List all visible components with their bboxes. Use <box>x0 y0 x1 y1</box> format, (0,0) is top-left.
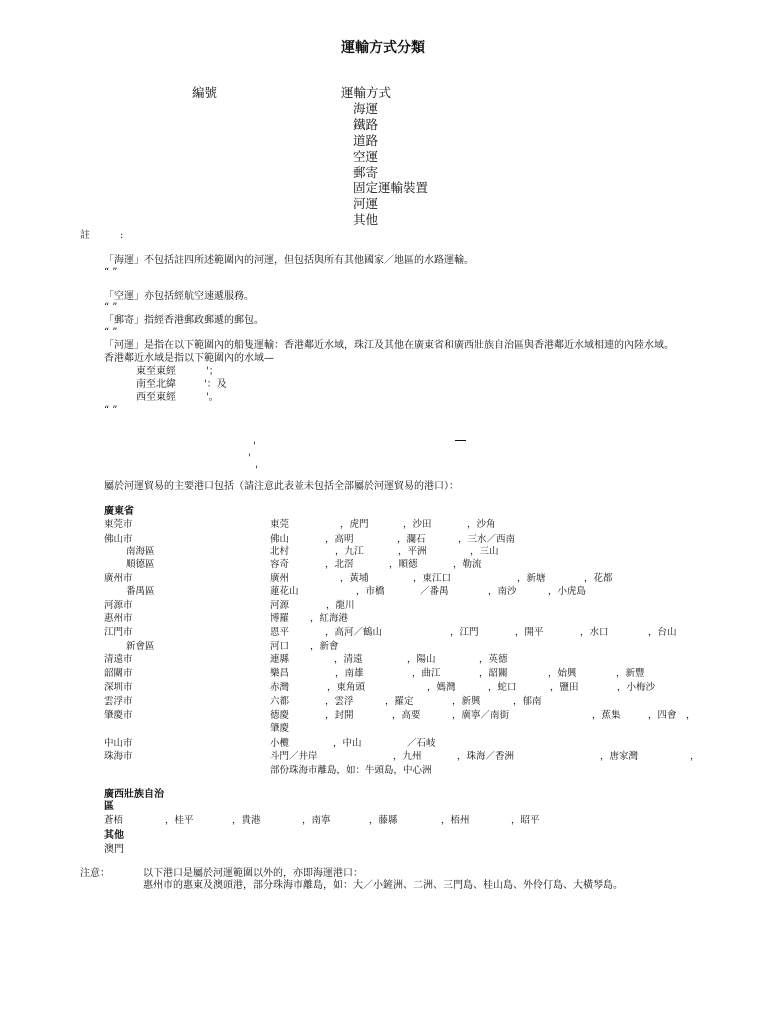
port-name: ／番禺 <box>420 586 449 597</box>
bound-label: 西至東經 <box>136 392 176 403</box>
port-name: ，昭平 <box>511 815 540 826</box>
port-name: ，媽灣 <box>427 682 456 693</box>
port-name: ，新興 <box>452 696 481 707</box>
section-heading-other: 其他 <box>104 830 124 841</box>
stray-mark: ' <box>255 465 258 476</box>
footnote-line: 惠州市的惠東及澳頭港，部分珠海市離島，如：大／小鏟洲、二洲、三門島、桂山島、外伶仃島、大橫琴島。 <box>143 880 623 891</box>
port-name: 恩平 <box>270 627 290 638</box>
note-quote: “ ” <box>104 327 118 338</box>
port-name: ，梧州 <box>441 815 470 826</box>
port-name: ，唐家灣 <box>600 751 639 762</box>
port-name: 佛山 <box>270 534 290 545</box>
port-name: ， <box>686 710 696 721</box>
section-heading-guangdong: 廣東省 <box>104 506 134 517</box>
city-name: 東莞市 <box>104 519 133 530</box>
city-name: 惠州市 <box>104 613 133 624</box>
port-name: 東莞 <box>270 519 290 530</box>
port-name: ，虎門 <box>340 519 369 530</box>
port-name: ，黃埔 <box>340 573 369 584</box>
notes-colon: : <box>120 230 124 241</box>
other-item: 澳門 <box>104 844 124 855</box>
mode-item: 固定運輸裝置 <box>353 180 429 195</box>
bound-label: 南至北緯 <box>136 379 176 390</box>
port-name: ，紅海港 <box>310 613 349 624</box>
city-name: 順德區 <box>126 559 155 570</box>
mode-item: 海運 <box>353 101 379 116</box>
stray-mark: ' <box>253 441 256 452</box>
mode-item: 其他 <box>353 212 379 227</box>
note-quote: “ ” <box>104 267 118 278</box>
port-name: 樂昌 <box>270 668 290 679</box>
column-header-mode: 運輸方式 <box>341 85 392 100</box>
port-name: ，封開 <box>325 710 354 721</box>
divider <box>455 440 466 441</box>
port-name: ，郁南 <box>513 696 542 707</box>
city-name: 南海區 <box>126 546 155 557</box>
footnote-line: 以下港口是屬於河運範圍以外的，亦即海運港口： <box>143 868 363 879</box>
port-name: ，蛇口 <box>488 682 517 693</box>
port-name: ，珠海／香洲 <box>457 751 515 762</box>
port-name: 蒼梧 <box>104 815 124 826</box>
port-name: ，新會 <box>310 641 339 652</box>
port-name: ，開平 <box>515 627 544 638</box>
port-name: ，九江 <box>335 546 364 557</box>
port-name: ，新豐 <box>616 668 645 679</box>
note-quote: “ ” <box>104 405 118 416</box>
port-name: 部份珠海市離島，如：牛頭島，中心洲 <box>270 765 432 776</box>
city-name: 肇慶市 <box>104 710 133 721</box>
port-name: ，貴港 <box>232 815 261 826</box>
port-name: ，東角頭 <box>327 682 366 693</box>
city-name: 中山市 <box>104 738 133 749</box>
city-name: 深圳市 <box>104 682 133 693</box>
port-name: ，四會 <box>648 710 677 721</box>
port-name: ／石岐 <box>407 738 436 749</box>
port-name: ，龍川 <box>326 600 355 611</box>
mode-item: 河運 <box>353 196 379 211</box>
port-name: ， <box>690 751 700 762</box>
port-name: 六都 <box>270 696 290 707</box>
port-name: 河源 <box>270 600 290 611</box>
city-name: 韶關市 <box>104 668 133 679</box>
port-name: 廣州 <box>270 573 290 584</box>
port-name: 蓮花山 <box>270 586 299 597</box>
port-name: ，三水／西南 <box>458 534 516 545</box>
port-name: ，小梅沙 <box>617 682 656 693</box>
port-name: ，雲浮 <box>325 696 354 707</box>
notes-label: 註 <box>80 230 90 241</box>
city-name: 佛山市 <box>104 534 133 545</box>
port-name: ，鹽田 <box>550 682 579 693</box>
port-name: 斗門／井岸 <box>270 751 318 762</box>
section-heading-guangxi-cont: 區 <box>104 801 114 812</box>
port-name: ，桂平 <box>165 815 194 826</box>
port-name: 赤灣 <box>270 682 290 693</box>
port-name: ，蕉集 <box>592 710 621 721</box>
city-name: 珠海市 <box>104 751 133 762</box>
port-name: ，九州 <box>393 751 422 762</box>
port-name: 肇慶 <box>270 723 290 734</box>
city-name: 清遠市 <box>104 654 133 665</box>
note-river: 「河運」是指在以下範圍內的船隻運輸：香港鄰近水域，珠江及其他在廣東省和廣西壯族自治區與香港鄰近水域相連的內陸水域。 <box>104 340 674 351</box>
port-name: ，韶關 <box>479 668 508 679</box>
port-name: ，藤縣 <box>369 815 398 826</box>
port-name: ，英德 <box>479 654 508 665</box>
port-name: 容奇 <box>270 559 290 570</box>
port-name: ，廣寧／南街 <box>452 710 510 721</box>
bound-punct: '； <box>206 366 219 377</box>
page-title: 運輸方式分類 <box>341 40 425 56</box>
city-name: 雲浮市 <box>104 696 133 707</box>
port-name: ，南寧 <box>302 815 331 826</box>
port-name: ，市橋 <box>356 586 385 597</box>
bound-label: 東至東經 <box>136 366 176 377</box>
port-name: ，高明 <box>325 534 354 545</box>
ports-intro: 屬於河運貿易的主要港口包括（請注意此表並未包括全部屬於河運貿易的港口）： <box>104 481 459 492</box>
mode-item: 空運 <box>353 149 379 164</box>
city-name: 新會區 <box>126 641 155 652</box>
port-name: ，北滘 <box>325 559 354 570</box>
note-waters-intro: 香港鄰近水域是指以下範圍內的水域— <box>104 353 274 364</box>
port-name: ，順德 <box>389 559 418 570</box>
port-name: ，高要 <box>392 710 421 721</box>
city-name: 番禺區 <box>126 586 155 597</box>
port-name: ，台山 <box>648 627 677 638</box>
port-name: ，羅定 <box>385 696 414 707</box>
port-name: ，沙田 <box>403 519 432 530</box>
port-name: ，始興 <box>548 668 577 679</box>
note-mail: 「郵寄」指經香港郵政郵遞的郵包。 <box>104 315 264 326</box>
port-name: ，高河／鶴山 <box>325 627 383 638</box>
port-name: ，南雄 <box>335 668 364 679</box>
port-name: ，花都 <box>584 573 613 584</box>
port-name: ，中山 <box>333 738 362 749</box>
mode-item: 鐵路 <box>353 117 379 132</box>
note-sea: 「海運」不包括註四所述範圍內的河運，但包括與所有其他國家／地區的水路運輸。 <box>104 255 474 266</box>
city-name: 河源市 <box>104 600 133 611</box>
port-name: ，勒流 <box>453 559 482 570</box>
bound-punct: '。 <box>206 392 219 403</box>
note-quote: “ ” <box>104 302 118 313</box>
port-name: ，平洲 <box>398 546 427 557</box>
port-name: 河口 <box>270 641 290 652</box>
port-name: ，三山 <box>470 546 499 557</box>
port-name: 連縣 <box>270 654 290 665</box>
port-name: ，陽山 <box>407 654 436 665</box>
port-name: ，清遠 <box>334 654 363 665</box>
stray-mark: ' <box>248 453 251 464</box>
port-name: 德慶 <box>270 710 290 721</box>
city-name: 廣州市 <box>104 573 133 584</box>
port-name: 小欖 <box>270 738 290 749</box>
bound-punct: '：及 <box>204 379 227 390</box>
section-heading-guangxi: 廣西壯族自治 <box>104 789 164 800</box>
port-name: ，東江口 <box>413 573 452 584</box>
mode-item: 道路 <box>353 133 379 148</box>
port-name: ，小虎島 <box>548 586 587 597</box>
port-name: 北村 <box>270 546 290 557</box>
port-name: ，水口 <box>580 627 609 638</box>
mode-item: 郵寄 <box>353 165 379 180</box>
port-name: ，瀾石 <box>397 534 426 545</box>
port-name: ，沙角 <box>467 519 496 530</box>
port-name: 博羅 <box>270 613 290 624</box>
footnote-label: 注意： <box>80 868 110 879</box>
port-name: ，江門 <box>450 627 479 638</box>
port-name: ，南沙 <box>488 586 517 597</box>
port-name: ，曲江 <box>412 668 441 679</box>
city-name: 江門市 <box>104 627 133 638</box>
column-header-code: 編號 <box>192 85 218 100</box>
port-name: ，新塘 <box>517 573 546 584</box>
note-air: 「空運」亦包括經航空速遞服務。 <box>104 291 254 302</box>
